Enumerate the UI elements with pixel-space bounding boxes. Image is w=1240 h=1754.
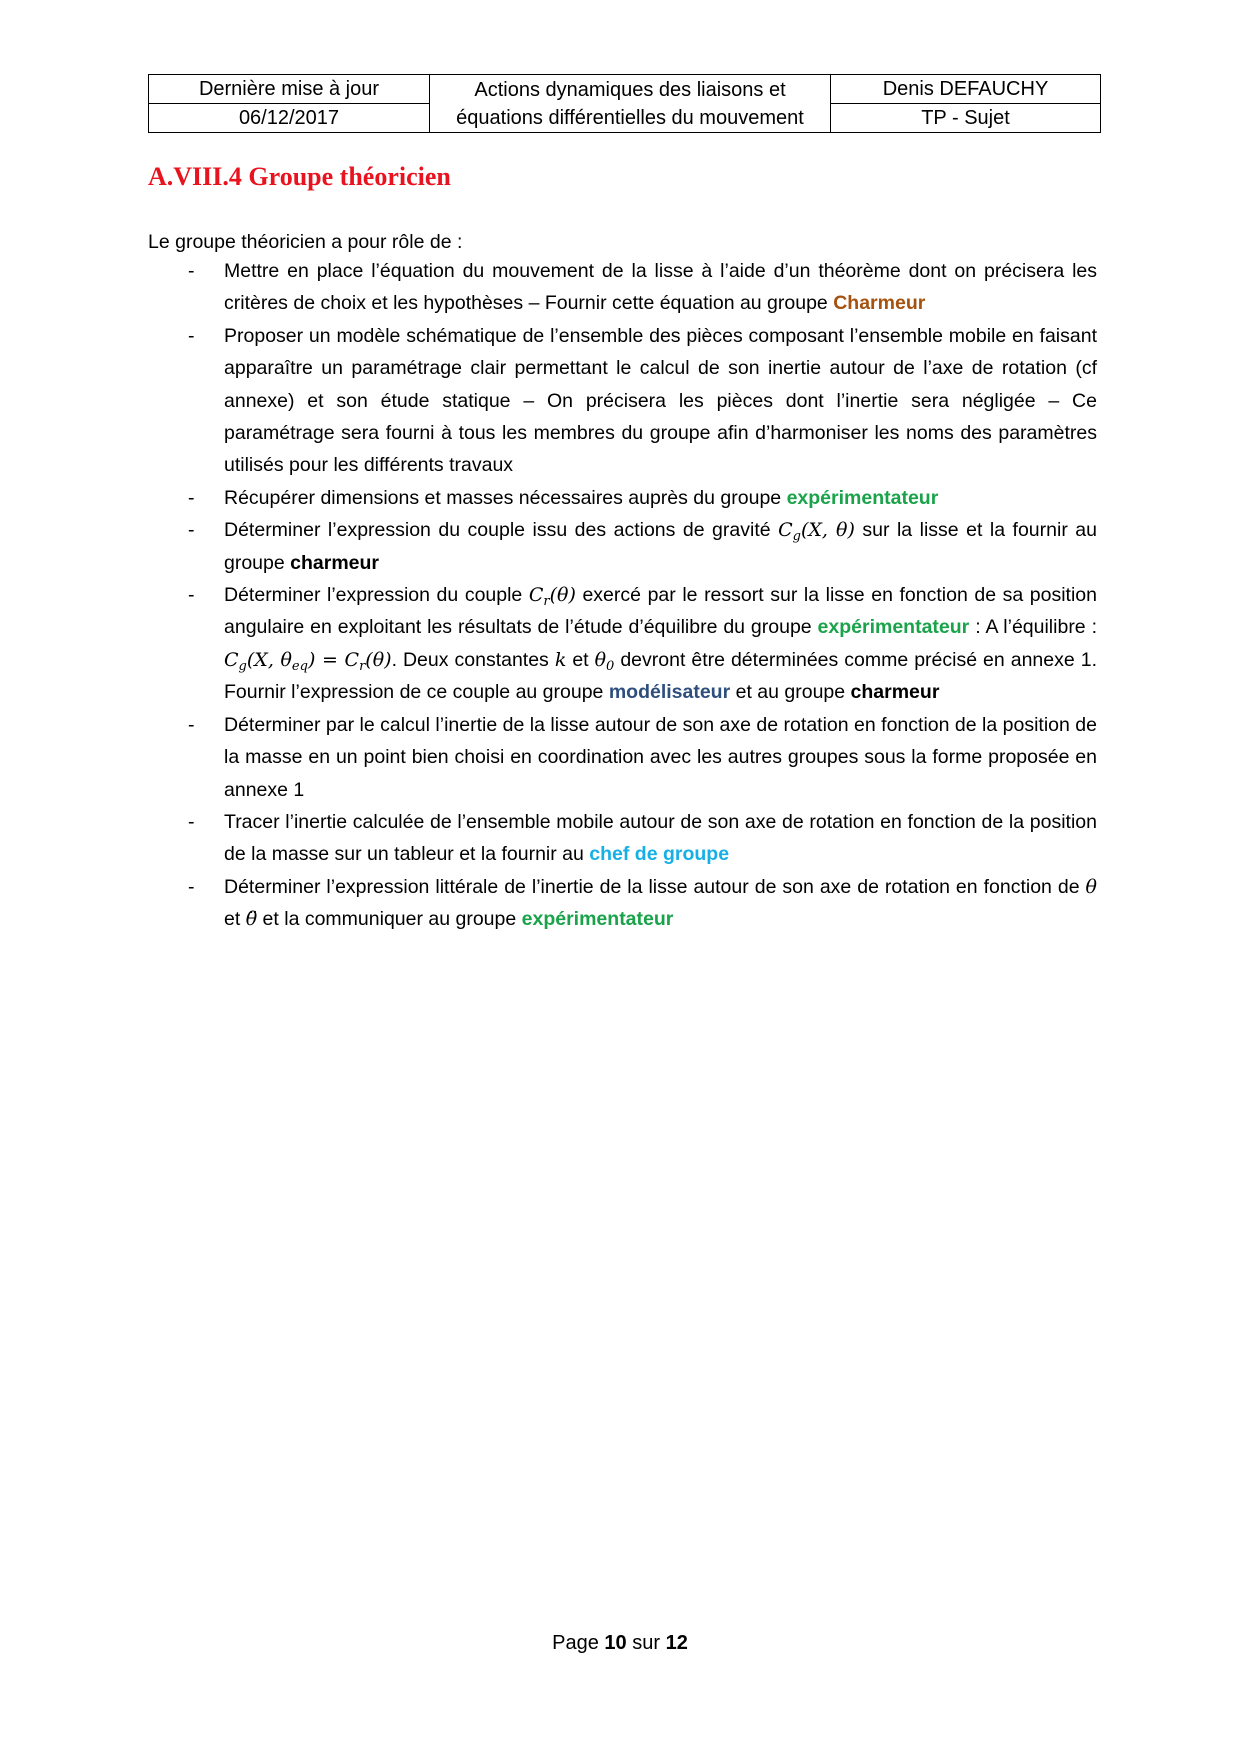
list-dash: -	[188, 324, 195, 347]
footer-page-number: 10	[604, 1632, 627, 1654]
math-k: k	[554, 648, 567, 671]
group-modelisateur: modélisateur	[608, 681, 731, 704]
list-item	[148, 320, 1097, 482]
list-item	[148, 514, 1097, 579]
group-chef-de-groupe: chef de groupe	[589, 843, 730, 866]
math-cr: $C_r(\theta)$	[528, 584, 576, 610]
task-text: exercé par le ressort sur la lisse en fonction de sa position angulaire en exploitant les résultats de l’étude d’équilibre du groupe	[224, 584, 1097, 639]
title-line-1: Actions dynamiques des liaisons et	[474, 78, 786, 101]
list-item	[148, 482, 1097, 514]
list-item	[148, 579, 1097, 709]
task-text: Déterminer l’expression du couple issu des actions de gravité	[224, 519, 779, 542]
task-text: : A l’équilibre :	[969, 616, 1097, 639]
math-theta: θ	[1085, 875, 1097, 898]
math-equilibrium-equation: $C_g(X$, $\theta_{eq}) = C_r(\theta)$	[224, 648, 392, 674]
task-text: . Deux constantes	[391, 648, 555, 671]
task-text: Proposer un modèle schématique de l’ensemble des pièces composant l’ensemble mobile en faisant apparaître un paramétrage clair permettant le calcul de son inertie autour de l’axe de rotation (cf annexe) et son étude statique – On précisera les pièces dont l’inertie sera négligée – Ce paramétrage sera fourni à tous les membres du groupe afin d’harmoniser les noms des paramètres utilisés pour les différents travaux	[224, 324, 1097, 477]
list-dash: -	[188, 486, 195, 509]
math-theta-double-dot: θ̈	[245, 908, 258, 931]
task-text: Récupérer dimensions et masses nécessaires auprès du groupe	[224, 486, 787, 509]
document-title	[430, 75, 831, 133]
task-list	[148, 255, 1097, 936]
footer-page-label: Page	[552, 1632, 605, 1654]
document-type: TP - Sujet	[831, 104, 1101, 133]
header-table	[148, 74, 1101, 133]
update-date: 06/12/2017	[149, 104, 430, 133]
group-charmeur: charmeur	[290, 551, 380, 574]
list-dash: -	[188, 519, 195, 542]
list-item	[148, 806, 1097, 871]
task-text: Déterminer par le calcul l’inertie de la lisse autour de son axe de rotation en fonction de la position de la masse en un point bien choisi en coordination avec les autres groupes sous la forme proposée en annexe 1	[224, 713, 1097, 801]
list-dash: -	[188, 260, 195, 282]
title-line-2: équations différentielles du mouvement	[456, 106, 804, 129]
group-experimentateur: expérimentateur	[817, 616, 970, 639]
list-item	[148, 709, 1097, 806]
task-text: et	[224, 908, 246, 931]
footer-page-total: 12	[665, 1632, 688, 1654]
task-text: Déterminer l’expression du couple	[224, 584, 529, 607]
list-dash: -	[188, 584, 195, 607]
list-dash: -	[188, 713, 195, 736]
group-charmeur: charmeur	[850, 681, 940, 704]
page-footer	[0, 1632, 1240, 1655]
list-item	[148, 871, 1097, 936]
section-intro: Le groupe théoricien a pour rôle de :	[148, 231, 463, 253]
math-cg: $C_g(X$, θ)	[778, 519, 855, 545]
task-text: devront être déterminées comme précisé en annexe 1. Fournir l’expression de ce couple au groupe	[224, 648, 1097, 704]
list-dash: -	[188, 875, 195, 898]
task-text: et la communiquer au groupe	[257, 908, 522, 931]
group-experimentateur: expérimentateur	[786, 486, 939, 509]
last-update-label: Dernière mise à jour	[149, 75, 430, 104]
task-text: sur la lisse et la fournir au groupe	[224, 519, 1097, 574]
task-text: Tracer l’inertie calculée de l’ensemble mobile autour de son axe de rotation en fonction de la position de la masse sur un tableur et la fournir au	[224, 810, 1097, 866]
group-experimentateur: expérimentateur	[521, 908, 674, 931]
author-name: Denis DEFAUCHY	[831, 75, 1101, 104]
group-charmeur: Charmeur	[833, 292, 926, 315]
math-theta0: $\theta_0$	[594, 648, 615, 674]
task-text: et au groupe	[730, 681, 851, 704]
task-text: Déterminer l’expression littérale de l’inertie de la lisse autour de son axe de rotation en fonction de	[224, 875, 1086, 898]
list-dash: -	[188, 810, 195, 833]
task-text: Mettre en place l’équation du mouvement de la lisse à l’aide d’un théorème dont on précisera les critères de choix et les hypothèses – Fournir cette équation au groupe	[224, 260, 1097, 315]
section-title: A.VIII.4 Groupe théoricien	[148, 162, 451, 191]
list-item	[148, 255, 1097, 320]
task-text: et	[566, 648, 595, 671]
footer-of-label: sur	[626, 1632, 666, 1654]
